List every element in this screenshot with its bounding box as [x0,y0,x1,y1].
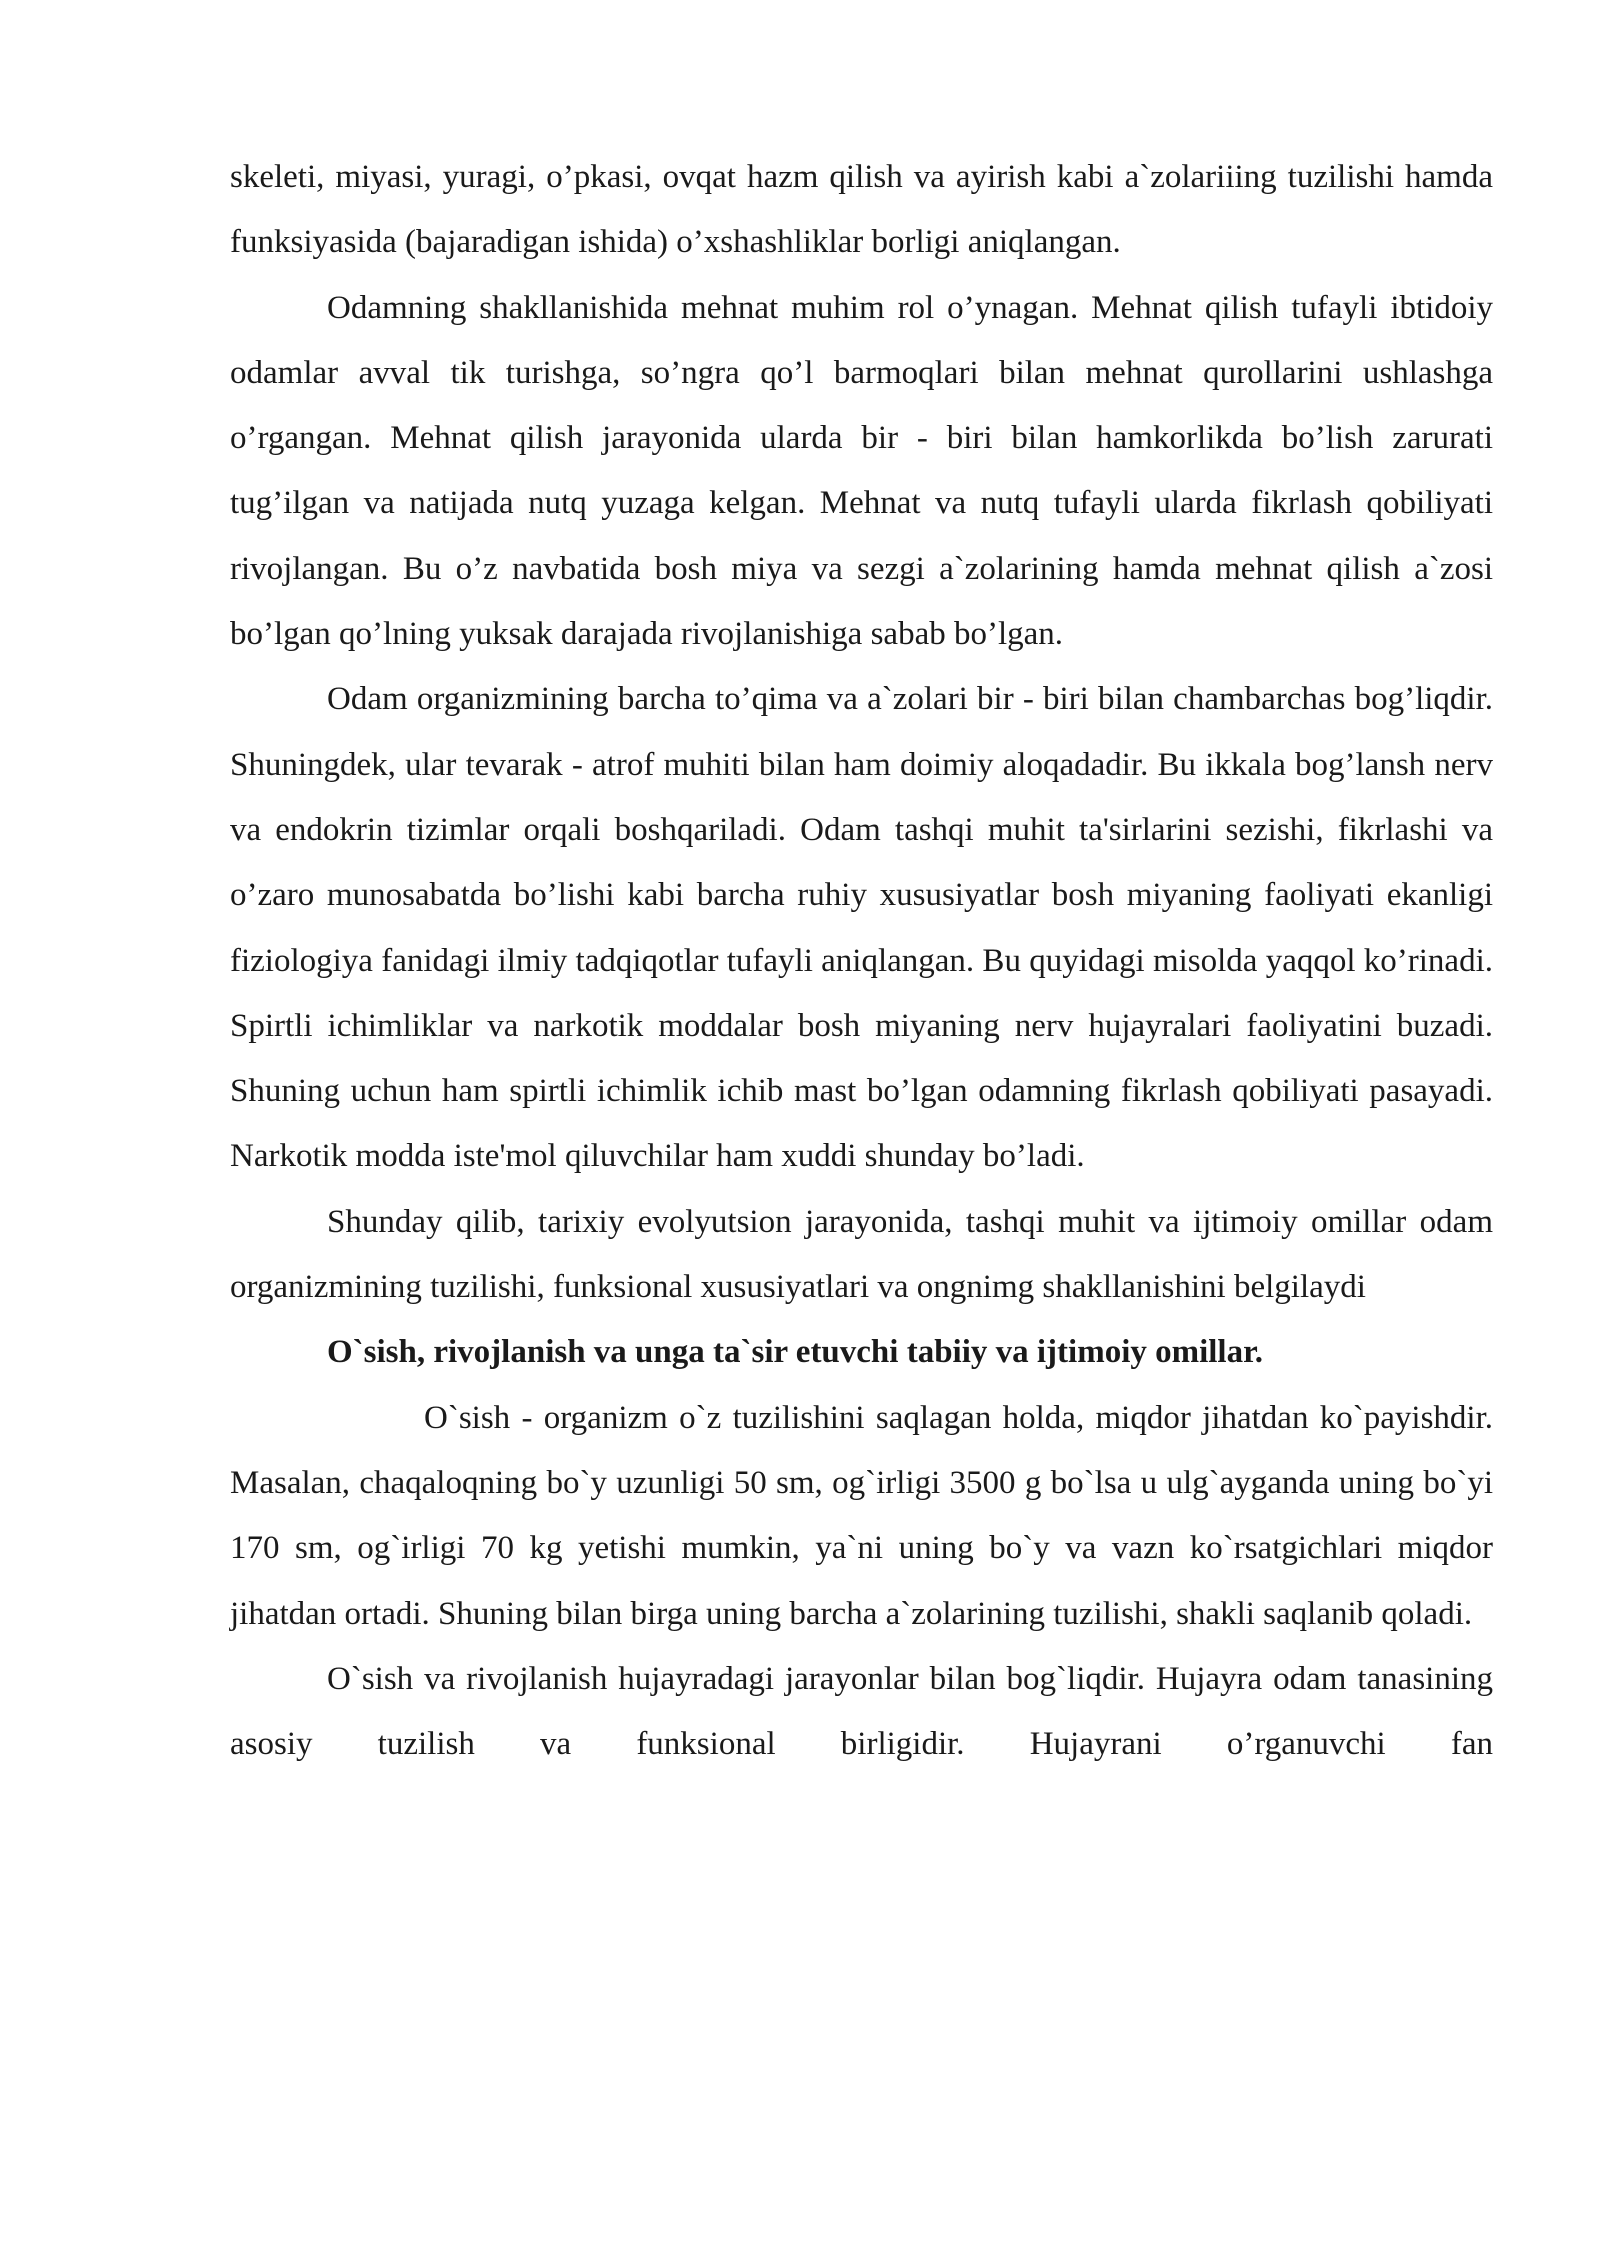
section-heading: O`sish, rivojlanish va unga ta`sir etuvchi tabiiy va ijtimoiy omillar. [327,1334,1263,1371]
paragraph-growth-definition: O`sish - organizm o`z tuzilishini saqlagan holda, miqdor jihatdan ko`payishdir. Masalan, chaqaloqning bo`y uzunligi 50 sm, og`irligi 3500 g bo`lsa u ulg`ayganda uning bo`yi 170 sm, og`irligi 70 kg yetishi mumkin, ya`ni uning bo`y va vazn ko`rsatgichlari miqdor jihatdan ortadi. Shuning bilan birga uning barcha a`zolarining tuzilishi, shakli saqlanib qoladi. [230,1399,1493,1632]
document-page [230,145,1493,1777]
paragraph-organism-tissues: Odam organizmining barcha to’qima va a`zolari bir - biri bilan chambarchas bog’liqdir. Shuningdek, ular tevarak - atrof muhiti bilan ham doimiy aloqadadir. Bu ikkala bog’lansh nerv va endokrin tizimlar orqali boshqariladi. Odam tashqi muhit ta'sirlarini sezishi, fikrlashi va o’zaro munosabatda bo’lishi kabi barcha ruhiy xususiyatlar bosh miyaning faoliyati ekanligi fiziologiya fanidagi ilmiy tadqiqotlar tufayli aniqlangan. Bu quyidagi misolda yaqqol ko’rinadi. Spirtli ichimliklar va narkotik moddalar bosh miyaning nerv hujayralari faoliyatini buzadi. Shuning uchun ham spirtli ichimlik ichib mast bo’lgan odamning fikrlash qobiliyati pasayadi. Narkotik modda iste'mol qiluvchilar ham xuddi shunday bo’ladi. [230,681,1493,1175]
paragraph-continuation: skeleti, miyasi, yuragi, o’pkasi, ovqat hazm qilish va ayirish kabi a`zolariiing tuzilishi hamda funksiyasida (bajaradigan ishida) o’xshashliklar borligi aniqlangan. [230,159,1493,261]
paragraph-conclusion: Shunday qilib, tarixiy evolyutsion jarayonida, tashqi muhit va ijtimoiy omillar odam organizmining tuzilishi, funksional xususiyatlari va ongnimg shakllanishini belgilaydi [230,1203,1493,1306]
paragraph-growth-cells: O`sish va rivojlanish hujayradagi jarayonlar bilan bog`liqdir. Hujayra odam tanasining asosiy tuzilish va funksional birligidir. Hujayrani o’rganuvchi fan [230,1660,1493,1763]
paragraph-labor-role: Odamning shakllanishida mehnat muhim rol o’ynagan. Mehnat qilish tufayli ibtidoiy odamlar avval tik turishga, so’ngra qo’l barmoqlari bilan mehnat qurollarini ushlashga o’rgangan. Mehnat qilish jarayonida ularda bir - biri bilan hamkorlikda bo’lish zarurati tug’ilgan va natijada nutq yuzaga kelgan. Mehnat va nutq tufayli ularda fikrlash qobiliyati rivojlangan. Bu o’z navbatida bosh miya va sezgi a`zolarining hamda mehnat qilish a`zosi bo’lgan qo’lning yuksak darajada rivojlanishiga sabab bo’lgan. [230,289,1493,653]
